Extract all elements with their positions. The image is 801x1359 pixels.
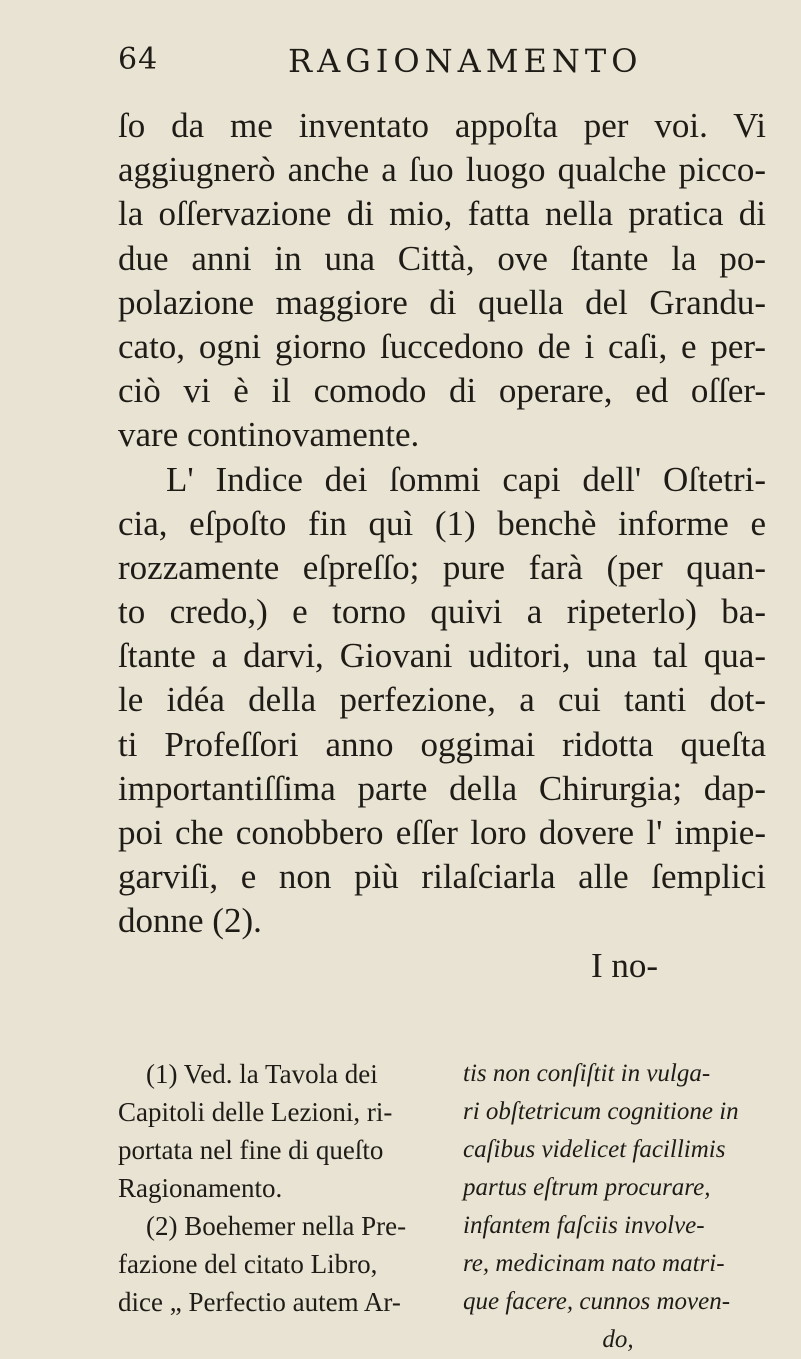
page-number: 64 [118, 42, 159, 77]
footnote-line: Ragionamento. [118, 1173, 283, 1203]
text-line: vare continovamente. [118, 415, 420, 455]
footnote-line: (1) Ved. la Tavola dei [146, 1059, 378, 1089]
text-line: to credo,) e torno quivi a ripeterlo) ba- [118, 592, 766, 632]
footnotes-left-column [118, 1055, 428, 1321]
footnote-line: (2) Boehemer nella Pre- [146, 1211, 407, 1241]
footnote-line: caſibus videlicet facillimis [463, 1136, 726, 1163]
footnote-line: dice „ Perfectio autem Ar- [118, 1287, 401, 1317]
footnote-line: do, [602, 1326, 634, 1353]
text-line: due anni in una Città, ove ſtante la po- [118, 238, 766, 278]
text-line: ciò vi è il comodo di operare, ed oſſer- [118, 371, 766, 411]
text-line: la oſſervazione di mio, fatta nella pratica di [118, 194, 766, 234]
footnote-line: que facere, cunnos moven- [463, 1288, 731, 1315]
page-header [118, 42, 741, 82]
text-line: ſtante a darvi, Giovani uditori, una tal qua- [118, 636, 766, 676]
text-line: le idéa della perfezione, a cui tanti dot- [118, 680, 766, 720]
text-line: cato, ogni giorno ſuccedono de i caſi, e per- [118, 326, 766, 366]
footnote-line: partus eſtrum procurare, [463, 1174, 711, 1201]
text-line: aggiugnerò anche a ſuo luogo qualche picco- [118, 150, 766, 190]
footnote-line: fazione del citato Libro, [118, 1249, 378, 1279]
text-line: ti Profeſſori anno oggimai ridotta queſta [118, 724, 766, 764]
text-line: L' Indice dei ſommi capi dell' Oſtetri- [166, 459, 766, 499]
footnote-line: Capitoli delle Lezioni, ri- [118, 1097, 393, 1127]
text-line: donne (2). [118, 901, 262, 941]
text-line: cia, eſpoſto fin quì (1) benchè informe e [118, 503, 766, 543]
text-line: rozzamente eſpreſſo; pure farà (per quan- [118, 547, 766, 587]
footnote-line: re, medicinam nato matri- [463, 1250, 725, 1277]
footnotes-right-column [463, 1055, 773, 1359]
text-line: importantiſſima parte della Chirurgia; dap- [118, 768, 766, 808]
text-line: garviſi, e non più rilaſciarla alle ſemplici [118, 857, 766, 897]
footnote-line: portata nel fine di queſto [118, 1135, 384, 1165]
main-text [118, 104, 766, 988]
text-line: polazione maggiore di quella del Grandu- [118, 282, 766, 322]
footnote-line: ri obſtetricum cognitione in [463, 1098, 739, 1125]
catchword: I no- [590, 945, 658, 985]
running-title: RAGIONAMENTO [288, 42, 643, 80]
text-line: poi che conobbero eſſer loro dovere l' impie- [118, 813, 766, 852]
text-line: ſo da me inventato appoſta per voi. Vi [118, 106, 766, 145]
footnote-line: tis non conſiſtit in vulga- [463, 1060, 711, 1087]
footnote-line: infantem faſciis involve- [463, 1212, 705, 1239]
